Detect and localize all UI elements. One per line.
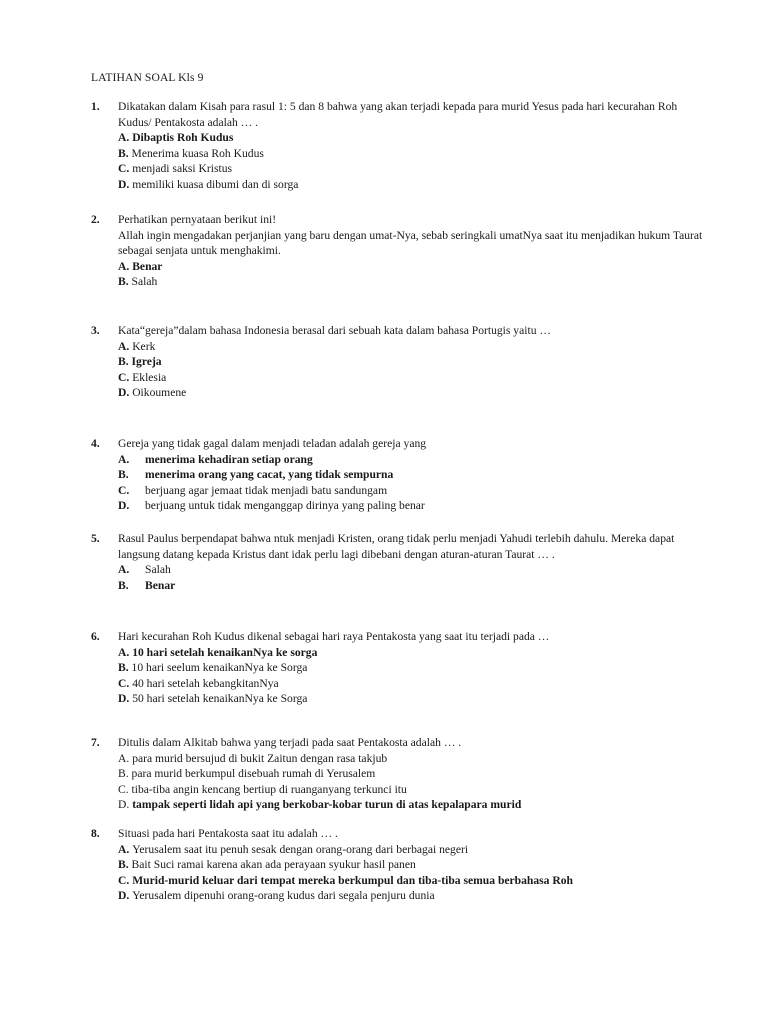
option-text: Dibaptis Roh Kudus bbox=[132, 131, 234, 144]
question-4 bbox=[91, 436, 711, 514]
question-5 bbox=[91, 531, 711, 593]
option-c bbox=[118, 873, 711, 889]
option-b bbox=[118, 274, 711, 290]
option-c bbox=[118, 483, 711, 499]
question-text: Rasul Paulus berpendapat bahwa ntuk menjadi Kristen, orang tidak perlu menjadi Yahudi terlebih dahulu. Mereka dapat langsung datang kepada Kristus dant idak perlu lagi dibebani dengan aturan-aturan Taurat … . bbox=[118, 532, 675, 561]
option-letter: D. bbox=[118, 386, 130, 399]
option-text: memiliki kuasa dibumi dan di sorga bbox=[132, 177, 299, 191]
question-number: 3. bbox=[91, 324, 100, 337]
option-letter: C. bbox=[118, 873, 130, 887]
question-text: Dikatakan dalam Kisah para rasul 1: 5 dan 8 bahwa yang akan terjadi kepada para murid Yesus pada hari kecurahan Roh Kudus/ Pentakosta adalah … . bbox=[118, 100, 678, 129]
option-letter: A. bbox=[118, 339, 130, 353]
option-d bbox=[118, 797, 711, 813]
option-letter: D. bbox=[118, 499, 130, 512]
option-text: 10 hari setelah kenaikanNya ke sorga bbox=[132, 645, 318, 659]
option-letter: B. bbox=[118, 468, 129, 481]
option-letter: B. bbox=[118, 355, 129, 368]
option-letter: C. bbox=[118, 162, 130, 175]
option-text: Yerusalem dipenuhi orang-orang kudus dari segala penjuru dunia bbox=[132, 889, 435, 902]
option-text: 10 hari seelum kenaikanNya ke Sorga bbox=[131, 661, 308, 674]
question-number: 4. bbox=[91, 437, 100, 450]
option-a bbox=[118, 562, 711, 578]
option-text: Menerima kuasa Roh Kudus bbox=[131, 146, 264, 160]
option-letter: B. bbox=[118, 146, 129, 160]
question-number: 2. bbox=[91, 213, 100, 226]
option-text: Benar bbox=[145, 578, 176, 592]
question-number: 7. bbox=[91, 736, 100, 749]
question-text: Perhatikan pernyataan berikut ini! bbox=[118, 213, 277, 226]
option-text: menerima kehadiran setiap orang bbox=[145, 452, 313, 466]
option-text: 40 hari setelah kebangkitanNya bbox=[132, 676, 279, 690]
option-d bbox=[118, 177, 711, 193]
question-number: 5. bbox=[91, 532, 100, 545]
option-text: para murid berkumpul disebuah rumah di Yerusalem bbox=[131, 767, 376, 780]
option-b bbox=[118, 467, 711, 483]
option-letter: C. bbox=[118, 782, 129, 796]
question-8 bbox=[91, 826, 711, 904]
question-text: Ditulis dalam Alkitab bahwa yang terjadi pada saat Pentakosta adalah … . bbox=[118, 736, 462, 749]
question-text: Situasi pada hari Pentakosta saat itu adalah … . bbox=[118, 827, 338, 840]
option-text: tiba-tiba angin kencang bertiup di ruanganyang terkunci itu bbox=[131, 782, 407, 796]
question-2 bbox=[91, 212, 711, 290]
option-text: Salah bbox=[145, 563, 171, 576]
question-text: Hari kecurahan Roh Kudus dikenal sebagai hari raya Pentakosta yang saat itu terjadi pada … bbox=[118, 630, 550, 643]
option-letter: B. bbox=[118, 578, 129, 592]
option-b bbox=[118, 766, 711, 782]
option-letter: B. bbox=[118, 275, 129, 288]
option-letter: A. bbox=[118, 842, 130, 856]
option-letter: C. bbox=[118, 370, 130, 384]
option-letter: A. bbox=[118, 131, 130, 144]
option-letter: A. bbox=[118, 259, 130, 273]
option-a bbox=[118, 130, 711, 146]
option-letter: A. bbox=[118, 563, 130, 576]
option-a bbox=[118, 339, 711, 355]
option-a bbox=[118, 751, 711, 767]
option-c bbox=[118, 370, 711, 386]
option-d bbox=[118, 691, 711, 707]
option-letter: A. bbox=[118, 452, 130, 466]
question-1 bbox=[91, 99, 711, 192]
option-text: tampak seperti lidah api yang berkobar-kobar turun di atas kepalapara murid bbox=[132, 798, 522, 811]
option-text: menjadi saksi Kristus bbox=[132, 162, 233, 175]
option-text: 50 hari setelah kenaikanNya ke Sorga bbox=[132, 692, 308, 705]
option-d bbox=[118, 498, 711, 514]
question-number: 6. bbox=[91, 630, 100, 643]
option-text: Benar bbox=[132, 259, 163, 273]
document-title: LATIHAN SOAL Kls 9 bbox=[91, 71, 204, 84]
option-a bbox=[118, 645, 711, 661]
option-text: Kerk bbox=[132, 339, 156, 353]
question-number: 8. bbox=[91, 827, 100, 840]
option-a bbox=[118, 452, 711, 468]
option-text: berjuang agar jemaat tidak menjadi batu sandungam bbox=[145, 483, 388, 497]
option-b bbox=[118, 660, 711, 676]
option-letter: D. bbox=[118, 692, 130, 705]
option-text: Yerusalem saat itu penuh sesak dengan orang-orang dari berbagai negeri bbox=[132, 842, 469, 856]
question-3 bbox=[91, 323, 711, 401]
option-text: Bait Suci ramai karena akan ada perayaan syukur hasil panen bbox=[131, 858, 416, 871]
question-statement: Allah ingin mengadakan perjanjian yang baru dengan umat-Nya, sebab seringkali umatNya saat itu menjadikan hukum Taurat sebagai senjata untuk menghakimi. bbox=[118, 228, 703, 257]
question-text: Kata“gereja”dalam bahasa Indonesia berasal dari sebuah kata dalam bahasa Portugis yaitu … bbox=[118, 324, 551, 337]
question-6 bbox=[91, 629, 711, 707]
option-text: Murid-murid keluar dari tempat mereka berkumpul dan tiba-tiba semua berbahasa Roh bbox=[132, 873, 573, 887]
option-d bbox=[118, 888, 711, 904]
option-letter: B. bbox=[118, 767, 129, 780]
question-number: 1. bbox=[91, 100, 100, 113]
option-letter: A. bbox=[118, 751, 130, 765]
question-text: Gereja yang tidak gagal dalam menjadi teladan adalah gereja yang bbox=[118, 437, 427, 450]
option-text: Eklesia bbox=[132, 370, 167, 384]
option-b bbox=[118, 354, 711, 370]
option-letter: C. bbox=[118, 676, 130, 690]
question-7 bbox=[91, 735, 711, 813]
option-a bbox=[118, 259, 711, 275]
option-text: Salah bbox=[131, 275, 158, 288]
option-a bbox=[118, 842, 711, 858]
option-letter: B. bbox=[118, 661, 129, 674]
option-b bbox=[118, 857, 711, 873]
option-b bbox=[118, 578, 711, 594]
option-d bbox=[118, 385, 711, 401]
option-c bbox=[118, 161, 711, 177]
option-c bbox=[118, 782, 711, 798]
option-letter: D. bbox=[118, 798, 130, 811]
option-b bbox=[118, 146, 711, 162]
option-letter: D. bbox=[118, 177, 130, 191]
option-text: menerima orang yang cacat, yang tidak sempurna bbox=[145, 468, 394, 481]
option-text: berjuang untuk tidak menganggap dirinya yang paling benar bbox=[145, 499, 425, 512]
option-letter: C. bbox=[118, 483, 130, 497]
option-text: para murid bersujud di bukit Zaitun dengan rasa takjub bbox=[132, 751, 388, 765]
option-letter: A. bbox=[118, 645, 130, 659]
option-letter: D. bbox=[118, 889, 130, 902]
option-letter: B. bbox=[118, 858, 129, 871]
option-c bbox=[118, 676, 711, 692]
option-text: Oikoumene bbox=[132, 386, 187, 399]
option-text: Igreja bbox=[131, 355, 162, 368]
